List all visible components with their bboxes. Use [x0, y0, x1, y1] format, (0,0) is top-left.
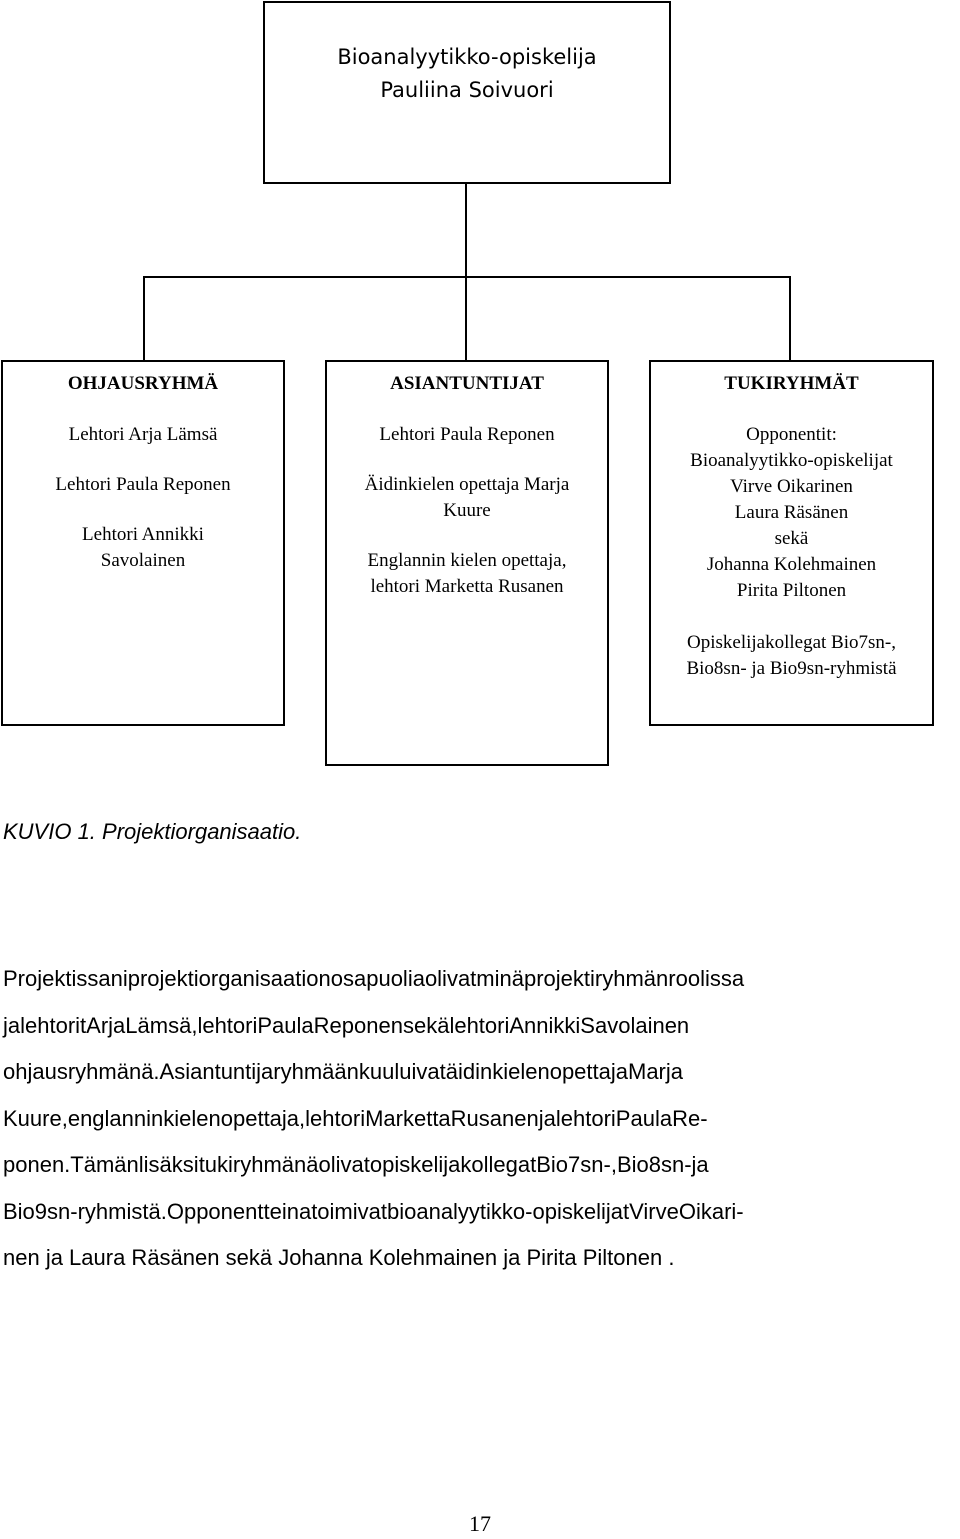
paragraph-line	[3, 1142, 958, 1189]
asiantuntijat-member: Kuure	[443, 500, 491, 521]
tukiryhmat-box	[649, 360, 934, 726]
word: Bio9sn-ryhmistä.	[3, 1198, 167, 1224]
word: lehtori	[197, 1012, 258, 1038]
asiantuntijat-member: Lehtori Paula Reponen	[379, 424, 555, 445]
body-paragraph	[3, 956, 958, 1282]
ohjausryhma-member: Lehtori Annikki	[82, 524, 204, 545]
ohjausryhma-member: Savolainen	[100, 550, 186, 571]
tukiryhmat-member: Opponentit:	[746, 424, 837, 445]
asiantuntijat-title: ASIANTUNTIJAT	[390, 373, 544, 394]
word: ponen.	[3, 1152, 71, 1177]
paragraph-line-last: nen ja Laura Räsänen sekä Johanna Kolehmainen ja Pirita Piltonen .	[3, 1245, 675, 1270]
ohjausryhma-member: Lehtori Arja Lämsä	[68, 424, 218, 445]
asiantuntijat-members	[327, 422, 607, 600]
paragraph-line	[3, 1096, 958, 1143]
word: lehtori	[305, 1105, 366, 1131]
word: Rusanen	[450, 1105, 539, 1131]
word: opettaja	[549, 1059, 628, 1084]
figure-caption: KUVIO 1. Projektiorganisaatio.	[3, 819, 302, 844]
asiantuntijat-member: Englannin kielen opettaja,	[367, 550, 567, 571]
asiantuntijat-box	[325, 360, 609, 766]
word: Oikari-	[678, 1198, 744, 1224]
word: Projektissani	[3, 966, 128, 991]
tukiryhmat-title: TUKIRYHMÄT	[724, 373, 859, 394]
word: kuuluivat	[358, 1059, 446, 1084]
word: osapuolia	[330, 966, 425, 991]
word: Paula	[257, 1012, 314, 1038]
word: toimivat	[311, 1198, 387, 1224]
word: Lämsä,	[125, 1012, 198, 1038]
top-box	[263, 1, 671, 184]
word: opiskelijakollegat	[369, 1152, 537, 1177]
asiantuntijat-member: lehtori Marketta Rusanen	[370, 576, 564, 597]
tukiryhmat-member: Johanna Kolehmainen	[706, 554, 877, 575]
word: roolissa	[668, 966, 745, 991]
tukiryhmat-member: Pirita Piltonen	[736, 580, 847, 601]
word: Bio8sn-	[616, 1152, 692, 1177]
word: englannin	[67, 1105, 164, 1131]
word: Asiantuntijaryhmään	[159, 1059, 359, 1084]
connector-center-drop	[465, 276, 467, 361]
word: tukiryhmänä	[198, 1152, 319, 1177]
ohjausryhma-members	[3, 422, 283, 574]
word: Marketta	[365, 1105, 451, 1131]
tukiryhmat-member: sekä	[774, 528, 809, 549]
word: Re-	[672, 1105, 708, 1131]
word: opettaja,	[220, 1105, 306, 1131]
word: Savolainen	[580, 1012, 690, 1038]
word: Paula	[615, 1105, 673, 1131]
word: lehtorit	[20, 1012, 87, 1038]
word: sekä	[402, 1012, 450, 1038]
asiantuntijat-member: Äidinkielen opettaja Marja	[364, 474, 570, 495]
ohjausryhma-member: Lehtori Paula Reponen	[55, 474, 231, 495]
top-box-line-1: Bioanalyytikko-opiskelija	[337, 45, 597, 69]
word: Opponentteina	[166, 1198, 312, 1224]
tukiryhmat-member: Virve Oikarinen	[730, 476, 853, 497]
word: lehtori	[449, 1012, 510, 1038]
word: projektiorganisaation	[127, 966, 331, 991]
tukiryhmat-member: Opiskelijakollegat Bio7sn-,	[687, 632, 896, 653]
word: Reponen	[313, 1012, 403, 1038]
connector-vertical-top	[465, 184, 467, 277]
word: Marja	[628, 1059, 684, 1084]
tukiryhmat-member: Laura Räsänen	[734, 502, 849, 523]
word: bioanalyytikko-opiskelijat	[386, 1198, 630, 1224]
word: lisäksi	[138, 1152, 199, 1177]
word: projektiryhmän	[523, 966, 669, 991]
word: ohjausryhmänä.	[3, 1059, 160, 1084]
word: olivat	[424, 966, 477, 991]
ohjausryhma-title: OHJAUSRYHMÄ	[67, 373, 219, 394]
word: Virve	[629, 1198, 679, 1224]
paragraph-line	[3, 1189, 958, 1236]
connector-horizontal	[143, 276, 791, 278]
word: Annikki	[509, 1012, 581, 1038]
word: Bio7sn-,	[536, 1152, 617, 1177]
word: olivat	[318, 1152, 370, 1177]
word: lehtori	[555, 1105, 616, 1131]
word: ja	[538, 1105, 556, 1131]
tukiryhmat-member: Bio8sn- ja Bio9sn-ryhmistä	[686, 658, 897, 679]
connector-left-drop	[143, 276, 145, 361]
word: äidinkielen	[445, 1059, 550, 1084]
tukiryhmat-member: Bioanalyytikko-opiskelijat	[690, 450, 893, 471]
word: ja	[691, 1152, 709, 1177]
word: minä	[476, 966, 524, 991]
word: Arja	[86, 1012, 126, 1038]
page-number: 17	[469, 1511, 491, 1536]
paragraph-line	[3, 1003, 958, 1050]
word: Kuure,	[3, 1105, 68, 1131]
word: kielen	[163, 1105, 221, 1131]
ohjausryhma-box	[1, 360, 285, 726]
connector-right-drop	[789, 276, 791, 361]
paragraph-line	[3, 956, 958, 1003]
word: Tämän	[70, 1152, 139, 1177]
word: ja	[3, 1012, 21, 1038]
top-box-text	[265, 41, 669, 107]
top-box-line-2: Pauliina Soivuori	[380, 78, 554, 102]
tukiryhmat-members	[651, 422, 932, 682]
paragraph-line	[3, 1049, 958, 1096]
